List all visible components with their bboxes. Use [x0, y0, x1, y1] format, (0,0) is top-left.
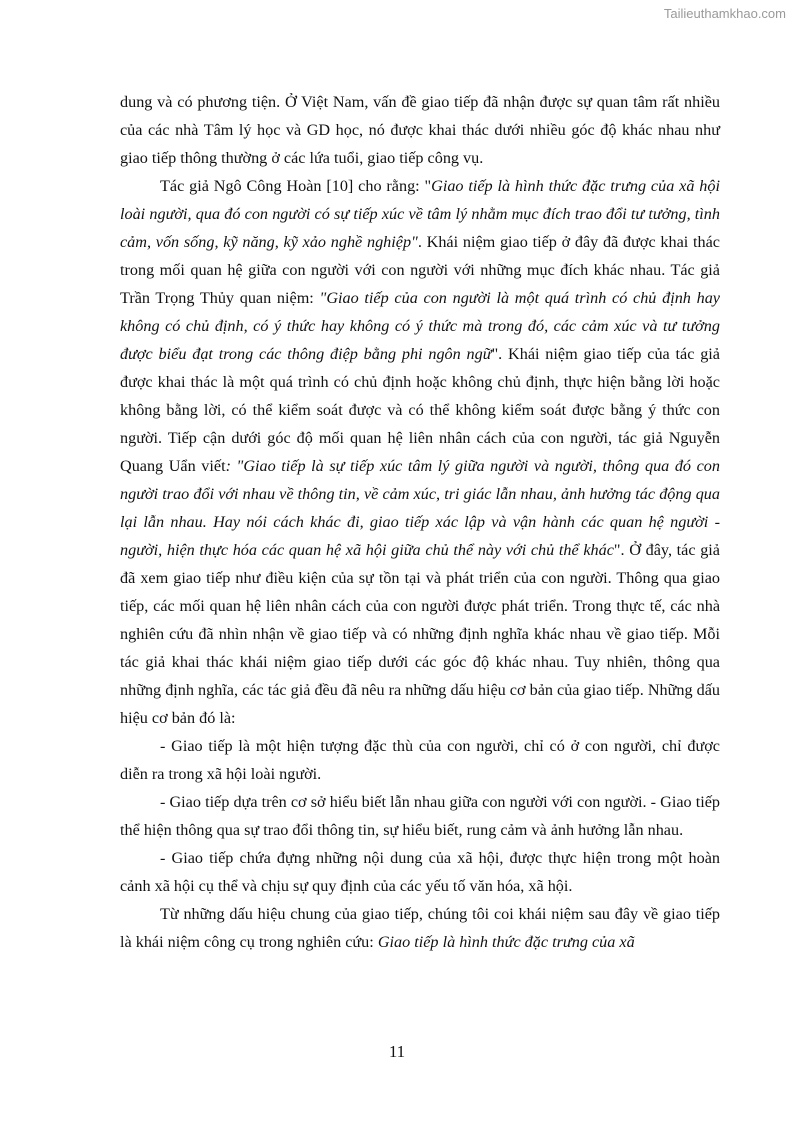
paragraph-intro: dung và có phương tiện. Ở Việt Nam, vấn đề giao tiếp đã nhận được sự quan tâm rất nhiều của các nhà Tâm lý học và GD học, nó được khai thác dưới nhiều góc độ khác nhau như giao tiếp thông thường ở các lứa tuổi, giao tiếp công vụ.: [120, 93, 720, 167]
text-run: Tác giả Ngô Công Hoàn [10] cho rằng: ": [160, 177, 432, 195]
watermark: Tailieuthamkhao.com: [663, 6, 786, 21]
quote-working-definition: Giao tiếp là hình thức đặc trưng của xã: [377, 933, 635, 951]
list-item-sign-1: - Giao tiếp là một hiện tượng đặc thù của con người, chỉ có ở con người, chỉ được diễn ra trong xã hội loài người.: [120, 737, 720, 783]
quote-tran-trong-thuy: "Giao tiếp của con người là một quá trình có chủ định hay không có chủ định, có ý thức hay không có ý thức mà trong đó, các cảm xúc và tư tưởng được biểu đạt trong các thông điệp bằng phi ngôn ngữ: [120, 289, 720, 363]
text-run: ". Khái niệm giao tiếp của tác giả được khai thác là một quá trình có chủ định hoặc không chủ định, thực hiện bằng lời hoặc không bằng lời, có thể kiểm soát được và có thể không kiểm soát được bằng ý thức con người. Tiếp cận dưới góc độ mối quan hệ liên nhân cách của con người, tác giả Nguyễn Quang Uẩn viết: [120, 345, 720, 475]
list-item-sign-3: - Giao tiếp chứa đựng những nội dung của xã hội, được thực hiện trong một hoàn cảnh xã hội cụ thể và chịu sự quy định của các yếu tố văn hóa, xã hội.: [120, 849, 720, 895]
quote-nguyen-quang-uan: : "Giao tiếp là sự tiếp xúc tâm lý giữa người và người, thông qua đó con người trao đổi với nhau về thông tin, về cảm xúc, tri giác lẫn nhau, ảnh hưởng tác động qua lại lẫn nhau. Hay nói cách khác đi, giao tiếp xác lập và vận hành các quan hệ người - người, hiện thực hóa các quan hệ xã hội giữa chủ thể này với chủ thể khác: [120, 457, 720, 559]
text-run: Từ những dấu hiệu chung của giao tiếp, chúng tôi coi khái niệm sau đây về giao tiếp là khái niệm công cụ trong nghiên cứu:: [120, 905, 720, 951]
page-body: [120, 88, 720, 956]
paragraph-definitions: [120, 172, 720, 732]
list-item-sign-2: - Giao tiếp dựa trên cơ sở hiểu biết lẫn nhau giữa con người với con người. - Giao tiếp thể hiện thông qua sự trao đổi thông tin, sự hiểu biết, rung cảm và ảnh hưởng lẫn nhau.: [120, 793, 720, 839]
paragraph-conclusion: [120, 900, 720, 956]
page-number: 11: [388, 1042, 406, 1061]
text-run: . Khái niệm giao tiếp ở đây đã được khai thác trong mối quan hệ giữa con người với con người với những mục đích khác nhau. Tác giả Trần Trọng Thủy quan niệm:: [120, 233, 720, 307]
text-run: ". Ở đây, tác giả đã xem giao tiếp như điều kiện của sự tồn tại và phát triển của con người. Thông qua giao tiếp, các mối quan hệ liên nhân cách của con người được phát triển. Trong thực tế, các nhà nghiên cứu đã nhìn nhận về giao tiếp và có những định nghĩa khác nhau về giao tiếp. Mỗi tác giả khai thác khái niệm giao tiếp dưới các góc độ khác nhau. Tuy nhiên, thông qua những định nghĩa, các tác giả đều đã nêu ra những dấu hiệu cơ bản của giao tiếp. Những dấu hiệu cơ bản đó là:: [120, 541, 720, 727]
quote-ngo-cong-hoan: Giao tiếp là hình thức đặc trưng của xã hội loài người, qua đó con người có sự tiếp xúc về tâm lý nhằm mục đích trao đổi tư tưởng, tình cảm, vốn sống, kỹ năng, kỹ xảo nghề nghiệp": [120, 177, 720, 251]
